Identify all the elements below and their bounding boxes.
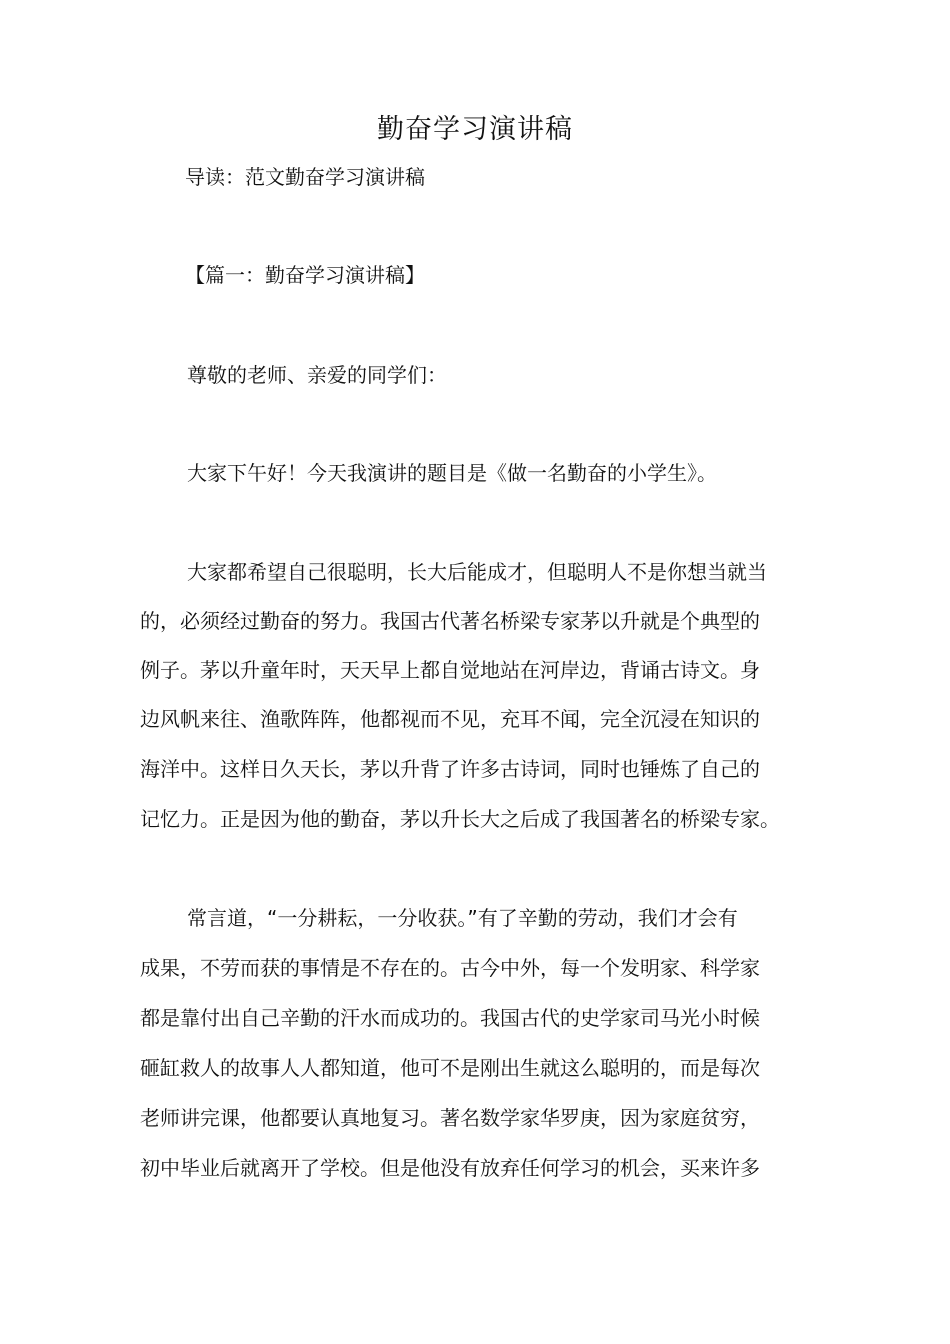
document-title: 勤奋学习演讲稿 xyxy=(377,114,573,145)
greeting: 大家下午好！今天我演讲的题目是《做一名勤奋的小学生》。 xyxy=(187,461,717,485)
paragraph-line: 成果，不劳而获的事情是不存在的。古今中外，每一个发明家、科学家 xyxy=(140,956,760,980)
paragraph-line: 初中毕业后就离开了学校。但是他没有放弃任何学习的机会，买来许多 xyxy=(140,1156,760,1180)
paragraph-line: 大家都希望自己很聪明，长大后能成才，但聪明人不是你想当就当 xyxy=(187,560,767,584)
intro-line: 导读：范文勤奋学习演讲稿 xyxy=(185,165,425,189)
paragraph-line: 记忆力。正是因为他的勤奋，茅以升长大之后成了我国著名的桥梁专家。 xyxy=(140,807,780,831)
paragraph-line: 例子。茅以升童年时，天天早上都自觉地站在河岸边，背诵古诗文。身 xyxy=(140,658,760,682)
paragraph-line: 海洋中。这样日久天长，茅以升背了许多古诗词，同时也锤炼了自己的 xyxy=(140,757,760,781)
paragraph-line: 边风帆来往、渔歌阵阵，他都视而不见，充耳不闻，完全沉浸在知识的 xyxy=(140,707,760,731)
section-heading: 【篇一：勤奋学习演讲稿】 xyxy=(185,263,425,287)
paragraph-line: 的，必须经过勤奋的努力。我国古代著名桥梁专家茅以升就是个典型的 xyxy=(140,609,760,633)
paragraph-line: 砸缸救人的故事人人都知道，他可不是刚出生就这么聪明的，而是每次 xyxy=(140,1056,760,1080)
salutation: 尊敬的老师、亲爱的同学们： xyxy=(187,363,447,387)
paragraph-line: 都是靠付出自己辛勤的汗水而成功的。我国古代的史学家司马光小时候 xyxy=(140,1006,760,1030)
paragraph-line: 常言道，“一分耕耘，一分收获。”有了辛勤的劳动，我们才会有 xyxy=(187,906,738,930)
paragraph-line: 老师讲完课，他都要认真地复习。著名数学家华罗庚，因为家庭贫穷， xyxy=(140,1106,760,1130)
